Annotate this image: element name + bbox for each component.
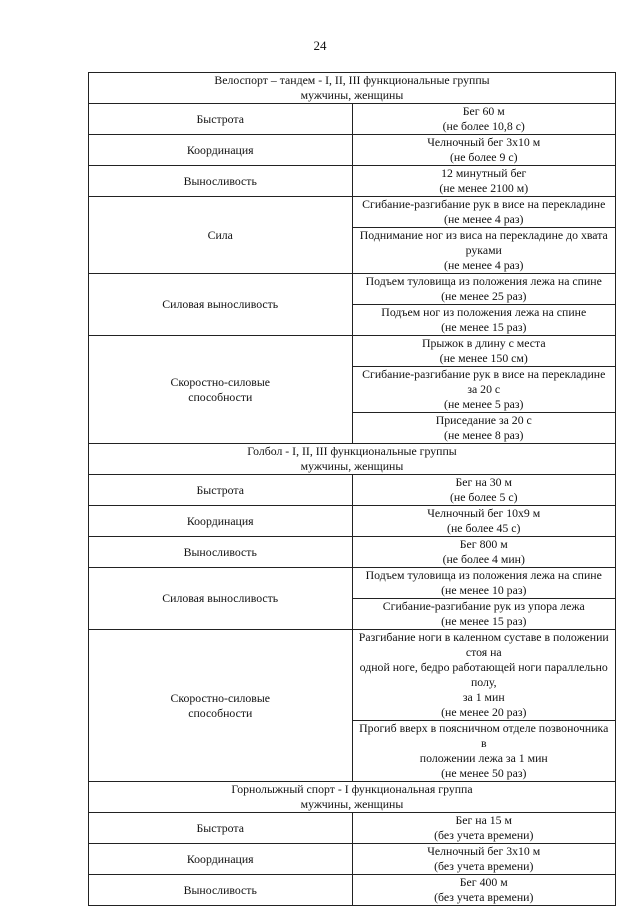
quality-cell bbox=[89, 506, 353, 537]
test-cell bbox=[352, 844, 616, 875]
test-line: Челночный бег 10х9 м bbox=[427, 506, 541, 520]
quality-cell bbox=[89, 844, 353, 875]
table-row bbox=[89, 875, 616, 906]
table-row bbox=[89, 630, 616, 721]
test-line: (не менее 20 раз) bbox=[441, 705, 527, 719]
test-cell bbox=[352, 274, 616, 305]
test-line: Подъем туловища из положения лежа на спине bbox=[365, 274, 602, 288]
quality-cell bbox=[89, 135, 353, 166]
quality-cell bbox=[89, 568, 353, 630]
quality-label: Силовая выносливость bbox=[162, 297, 279, 311]
test-cell bbox=[352, 506, 616, 537]
section-header-row bbox=[89, 444, 616, 475]
table-row bbox=[89, 135, 616, 166]
test-cell bbox=[352, 813, 616, 844]
table-row bbox=[89, 537, 616, 568]
test-line: (не менее 15 раз) bbox=[441, 320, 527, 334]
section-title bbox=[89, 444, 616, 475]
table-row bbox=[89, 274, 616, 305]
section-title-line: мужчины, женщины bbox=[300, 459, 404, 473]
quality-label: Координация bbox=[186, 851, 254, 866]
section-title bbox=[89, 73, 616, 104]
test-line: 12 минутный бег bbox=[441, 166, 527, 180]
test-cell bbox=[352, 721, 616, 782]
test-line: Бег 60 м bbox=[462, 104, 505, 118]
quality-label: Быстрота bbox=[196, 820, 244, 835]
test-line: Бег на 15 м bbox=[455, 813, 512, 827]
test-line: Поднимание ног из виса на перекладине до хвата руками bbox=[359, 228, 608, 257]
test-cell bbox=[352, 336, 616, 367]
test-cell bbox=[352, 599, 616, 630]
quality-cell bbox=[89, 875, 353, 906]
test-line: Сгибание-разгибание рук в висе на перекладине за 20 с bbox=[362, 367, 606, 396]
test-line: (без учета времени) bbox=[434, 890, 534, 904]
test-line: (без учета времени) bbox=[434, 859, 534, 873]
test-line: Челночный бег 3х10 м bbox=[427, 135, 541, 149]
table-row bbox=[89, 475, 616, 506]
quality-cell bbox=[89, 336, 353, 444]
test-line: (не менее 10 раз) bbox=[441, 583, 527, 597]
table-row bbox=[89, 166, 616, 197]
quality-label: Силовая выносливость bbox=[162, 591, 279, 605]
norms-table-body bbox=[89, 73, 616, 906]
test-line: (не менее 5 раз) bbox=[444, 397, 524, 411]
test-cell bbox=[352, 197, 616, 228]
test-line: за 1 мин bbox=[462, 690, 505, 704]
test-cell bbox=[352, 630, 616, 721]
quality-cell bbox=[89, 813, 353, 844]
section-title-line: Горнолыжный спорт - I функциональная группа bbox=[231, 782, 473, 796]
quality-label: Сила bbox=[207, 227, 233, 242]
quality-cell bbox=[89, 274, 353, 336]
test-line: Подъем ног из положения лежа на спине bbox=[381, 305, 587, 319]
test-cell bbox=[352, 104, 616, 135]
quality-cell bbox=[89, 197, 353, 274]
test-cell bbox=[352, 413, 616, 444]
test-cell bbox=[352, 367, 616, 413]
test-line: Бег 800 м bbox=[459, 537, 508, 551]
test-line: положении лежа за 1 мин bbox=[419, 751, 548, 765]
test-line: (не более 9 с) bbox=[450, 150, 518, 164]
test-line: (не менее 8 раз) bbox=[444, 428, 524, 442]
quality-cell bbox=[89, 537, 353, 568]
test-line: (не менее 4 раз) bbox=[444, 212, 524, 226]
quality-label: Быстрота bbox=[196, 111, 244, 126]
test-cell bbox=[352, 568, 616, 599]
test-line: (не более 10,8 с) bbox=[442, 119, 525, 133]
test-cell bbox=[352, 305, 616, 336]
test-line: (не более 4 мин) bbox=[442, 552, 525, 566]
test-line: (не менее 50 раз) bbox=[441, 766, 527, 780]
quality-label: Координация bbox=[186, 142, 254, 157]
test-line: Сгибание-разгибание рук из упора лежа bbox=[382, 599, 585, 613]
quality-label: Скоростно-силовые bbox=[170, 690, 271, 705]
test-line: одной ноге, бедро работающей ноги параллельно полу, bbox=[359, 660, 608, 689]
quality-label: Выносливость bbox=[183, 544, 257, 559]
test-line: (не более 45 с) bbox=[447, 521, 521, 535]
test-line: Прыжок в длину с места bbox=[421, 336, 546, 350]
test-cell bbox=[352, 135, 616, 166]
quality-label: Выносливость bbox=[183, 882, 257, 897]
test-line: Бег на 30 м bbox=[455, 475, 512, 489]
test-line: (не менее 2100 м) bbox=[439, 181, 529, 195]
quality-cell bbox=[89, 630, 353, 782]
test-line: Сгибание-разгибание рук в висе на перекладине bbox=[362, 197, 606, 211]
test-line: (не менее 15 раз) bbox=[441, 614, 527, 628]
quality-cell bbox=[89, 104, 353, 135]
test-cell bbox=[352, 228, 616, 274]
section-title-line: Велоспорт – тандем - I, II, III функциональные группы bbox=[214, 73, 490, 87]
table-row bbox=[89, 568, 616, 599]
section-title-line: Голбол - I, II, III функциональные группы bbox=[247, 444, 457, 458]
test-cell bbox=[352, 537, 616, 568]
test-line: (не менее 150 см) bbox=[439, 351, 528, 365]
section-title-line: мужчины, женщины bbox=[300, 797, 404, 811]
quality-label: Быстрота bbox=[196, 482, 244, 497]
test-line: Подъем туловища из положения лежа на спине bbox=[365, 568, 602, 582]
quality-label: Выносливость bbox=[183, 173, 257, 188]
table-row bbox=[89, 813, 616, 844]
test-line: (не менее 25 раз) bbox=[441, 289, 527, 303]
test-line: Разгибание ноги в каленном суставе в положении стоя на bbox=[358, 630, 609, 659]
test-line: (не более 5 с) bbox=[450, 490, 518, 504]
test-cell bbox=[352, 475, 616, 506]
quality-cell bbox=[89, 166, 353, 197]
quality-label: Координация bbox=[186, 513, 254, 528]
test-line: (без учета времени) bbox=[434, 828, 534, 842]
test-cell bbox=[352, 166, 616, 197]
page-number: 24 bbox=[313, 38, 327, 53]
test-line: Приседание за 20 с bbox=[435, 413, 532, 427]
test-line: Челночный бег 3х10 м bbox=[427, 844, 541, 858]
test-line: (не менее 4 раз) bbox=[444, 258, 524, 272]
quality-cell bbox=[89, 475, 353, 506]
table-row bbox=[89, 104, 616, 135]
norms-table bbox=[88, 72, 616, 906]
test-line: Прогиб вверх в поясничном отделе позвоночника в bbox=[359, 721, 609, 750]
test-cell bbox=[352, 875, 616, 906]
test-line: Бег 400 м bbox=[459, 875, 508, 889]
quality-label: способности bbox=[188, 705, 253, 720]
quality-label: Скоростно-силовые bbox=[170, 374, 271, 389]
table-row bbox=[89, 197, 616, 228]
quality-label: способности bbox=[188, 389, 253, 404]
table-row bbox=[89, 506, 616, 537]
section-title-line: мужчины, женщины bbox=[300, 88, 404, 102]
section-header-row bbox=[89, 782, 616, 813]
section-header-row bbox=[89, 73, 616, 104]
table-row bbox=[89, 336, 616, 367]
table-row bbox=[89, 844, 616, 875]
section-title bbox=[89, 782, 616, 813]
